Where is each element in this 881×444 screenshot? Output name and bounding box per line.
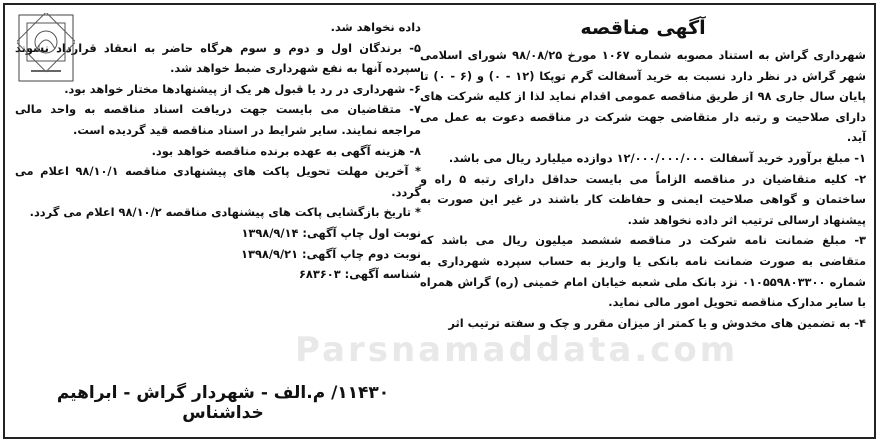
intro-paragraph: شهرداری گراش به استناد مصوبه شماره ۱۰۶۷ مورخ ۹۸/۰۸/۲۵ شورای اسلامی شهر گراش در نظر دارد نسبت به خرید آسفالت گرم توپکا (۱۲ - ۰) و (۶ - ۰) تا پایان سال جاری ۹۸ از طریق مناقصه عمومی اقدام نماید لذا از کلیه شرکت های دارای صلاحیت و رتبه دار متقاضی جهت شرکت در مناقصه دعوت به عمل می آید. [420, 48, 867, 145]
right-column [420, 15, 866, 333]
signature-line: ۱۱۴۳۰/ م.الف - شهردار گراش - ابراهیم خداشناس [56, 383, 390, 423]
notice-frame [3, 3, 876, 439]
watermark: Parsnamaddata.com [295, 330, 739, 370]
condition-item-1: ۱- مبلغ برآورد خرید آسفالت ۱۲/۰۰۰/۰۰۰/۰۰۰ دوازده میلیارد ریال می باشد. [448, 150, 866, 165]
notice-id: شناسه آگهی: ۶۸۳۶۰۳ [298, 267, 421, 282]
deadline-note: * آخرین مهلت تحویل پاکت های پیشنهادی مناقصه ۹۸/۱۰/۱ اعلام می گردد. [15, 164, 421, 199]
condition-item-2: ۲- کلیه متقاضیان در مناقصه الزاماً می بایست حداقل دارای رتبه ۵ راه و ساختمان و گواهی صلاحیت ایمنی و حفاظت کار باشند در غیر این صورت به پیشنهاد ارسالی ترتیب اثر داده نخواهد شد. [420, 171, 867, 227]
left-column [15, 17, 421, 285]
condition-item-8: ۸- هزینه آگهی به عهده برنده مناقصه خواهد بود. [151, 143, 421, 158]
condition-item-7: ۷- متقاضیان می بایست جهت دریافت اسناد مناقصه به واحد مالی مراجعه نمایند. سایر شرایط در اسناد مناقصه قید گردیده است. [15, 102, 421, 137]
opening-date-note: * تاریخ بازگشایی پاکت های پیشنهادی مناقصه ۹۸/۱۰/۲ اعلام می گردد. [29, 205, 421, 220]
condition-item-4: ۴- به تضمین های مخدوش و یا کمتر از میزان مقرر و چک و سفته ترتیب اثر [448, 315, 866, 330]
condition-item-5: ۵- برندگان اول و دوم و سوم هرگاه حاضر به انعقاد قرارداد نشوند سپرده آنها به نفع شهرداری ضبط خواهد شد. [15, 40, 421, 76]
first-print-date: نوبت اول چاپ آگهی: ۱۳۹۸/۹/۱۴ [241, 225, 421, 240]
condition-item-4-continued: داده نخواهد شد. [330, 20, 421, 34]
condition-item-3: ۳- مبلغ ضمانت نامه شرکت در مناقصه ششصد میلیون ریال می باشد که متقاضی به صورت ضمانت نامه بانکی یا واریز به حساب سپرده شهرداری به شماره ۰۱۰۵۵۹۸۰۳۳۰۰ نزد بانک ملی شعبه خیابان امام خمینی (ره) گراش همراه با سایر مدارک مناقصه تحویل امور مالی نماید. [420, 233, 866, 310]
second-print-date: نوبت دوم چاپ آگهی: ۱۳۹۸/۹/۲۱ [241, 246, 421, 261]
notice-title: آگهی مناقصه [580, 17, 706, 39]
municipality-logo-icon [17, 13, 75, 83]
condition-item-6: ۶- شهرداری در رد یا قبول هر یک از پیشنهادها مختار خواهد بود. [64, 81, 421, 96]
